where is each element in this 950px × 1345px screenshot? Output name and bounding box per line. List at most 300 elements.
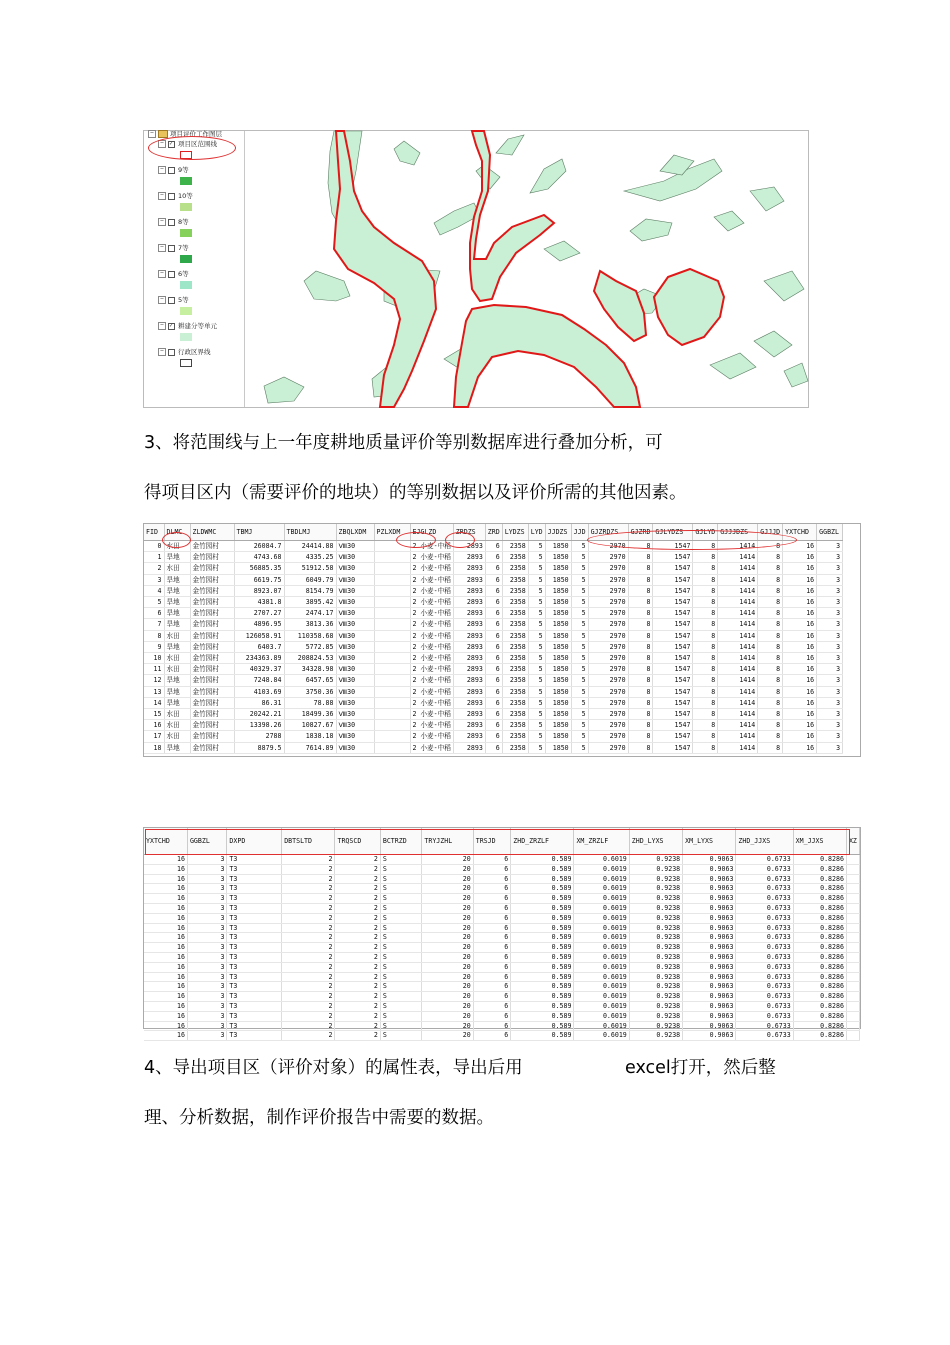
table-row[interactable] <box>144 731 843 742</box>
column-header[interactable]: TRQSCD <box>335 828 380 855</box>
table-cell: 6 <box>485 630 502 641</box>
column-header[interactable]: ZRDZS <box>453 524 485 541</box>
table-cell: 旱地 <box>164 742 190 753</box>
table-row[interactable] <box>144 972 860 982</box>
table-cell: 110358.68 <box>284 630 336 641</box>
table-cell: 7248.84 <box>234 675 284 686</box>
table-cell: 金竹园村 <box>190 619 234 630</box>
table-cell: 2 小麦-中稻 <box>410 675 453 686</box>
table-cell: 3 <box>817 731 843 742</box>
project-area-layer <box>334 131 724 407</box>
layer-visibility-checkbox[interactable] <box>168 193 175 200</box>
column-header[interactable]: JJDZS <box>545 524 571 541</box>
table-cell: 3 <box>817 563 843 574</box>
table-cell <box>846 923 859 933</box>
layer-visibility-checkbox[interactable] <box>168 271 175 278</box>
toc-layer-row[interactable] <box>158 191 193 201</box>
table-cell: 1414 <box>718 664 758 675</box>
table-row[interactable] <box>144 903 860 913</box>
table-cell: 8 <box>758 742 783 753</box>
layer-visibility-checkbox[interactable] <box>168 245 175 252</box>
table-cell: 金竹园村 <box>190 664 234 675</box>
column-header[interactable]: GGBZL <box>817 524 843 541</box>
table-cell: 6 <box>485 675 502 686</box>
table-cell: 8 <box>628 630 653 641</box>
table-row[interactable] <box>144 933 860 943</box>
table-cell: 0.589 <box>511 903 574 913</box>
table-cell: 2893 <box>453 697 485 708</box>
column-header[interactable]: BCTRZD <box>380 828 422 855</box>
table-cell: 6 <box>485 686 502 697</box>
collapse-icon[interactable]: − <box>159 140 165 146</box>
column-header[interactable]: GJZRD <box>628 524 653 541</box>
table-cell <box>374 619 410 630</box>
table-cell: 2 <box>335 1001 380 1011</box>
table-cell: 0.8286 <box>793 855 846 865</box>
table-row[interactable] <box>144 664 843 675</box>
parcel <box>750 187 784 211</box>
layer-table-of-contents <box>144 131 245 407</box>
layer-visibility-checkbox[interactable] <box>168 297 175 304</box>
table-cell: 2893 <box>453 608 485 619</box>
table-cell: 8879.5 <box>234 742 284 753</box>
layer-label: 9等 <box>178 166 189 174</box>
table-row[interactable] <box>144 563 843 574</box>
table-cell: 2 <box>335 1031 380 1041</box>
table-cell: 16 <box>783 709 817 720</box>
table-cell: 8 <box>693 653 718 664</box>
table-cell: 金竹园村 <box>190 552 234 563</box>
paragraph-3-line-1: 3、将范围线与上一年度耕地质量评价等别数据库进行叠加分析，可 <box>144 433 663 453</box>
table-cell: 1547 <box>653 630 693 641</box>
table-cell: 0.9238 <box>629 923 682 933</box>
table-cell: 0.6733 <box>736 1021 793 1031</box>
table-cell: 2 小麦-中稻 <box>410 720 453 731</box>
table-cell: 8 <box>758 608 783 619</box>
layer-visibility-checkbox[interactable]: ✓ <box>169 322 174 329</box>
toc-layer-row[interactable] <box>158 139 217 149</box>
table-cell: 6 <box>473 962 511 972</box>
column-header[interactable]: DBTSLTD <box>282 828 335 855</box>
table-cell: 2 <box>335 923 380 933</box>
table-cell: 1547 <box>653 608 693 619</box>
column-header[interactable]: GJJJD <box>758 524 783 541</box>
column-header[interactable]: EJGLZD <box>410 524 453 541</box>
table-cell: 8 <box>628 675 653 686</box>
table-row[interactable] <box>144 585 843 596</box>
table-cell: 2 <box>335 874 380 884</box>
paragraph-3-line-2: 得项目区内（需要评价的地块）的等别数据以及评价所需的其他因素。 <box>144 483 687 503</box>
table-cell: 1547 <box>653 574 693 585</box>
column-header[interactable]: TRSJD <box>473 828 511 855</box>
collapse-icon[interactable]: − <box>159 244 165 250</box>
toc-layer-row[interactable] <box>158 347 211 357</box>
table-cell: 0.9238 <box>629 855 682 865</box>
table-cell: 0.589 <box>511 962 574 972</box>
parcel <box>264 377 304 403</box>
column-header[interactable]: GJLYDZS <box>653 524 693 541</box>
table-cell: 5 <box>571 597 588 608</box>
table-cell: 5 <box>528 630 545 641</box>
table-cell: 3 <box>187 1021 226 1031</box>
layer-visibility-checkbox[interactable] <box>168 167 175 174</box>
collapse-icon[interactable]: − <box>159 348 165 354</box>
table-cell: Ⅷ30 <box>336 585 374 596</box>
table-cell: 8 <box>628 742 653 753</box>
table-cell: 1547 <box>653 742 693 753</box>
collapse-icon[interactable]: − <box>159 166 165 172</box>
table-cell: 1414 <box>718 608 758 619</box>
table-cell: 2970 <box>588 709 628 720</box>
table-row[interactable] <box>144 894 860 904</box>
table-cell: 1850 <box>545 709 571 720</box>
table-cell: T3 <box>227 1021 282 1031</box>
collapse-icon[interactable]: − <box>159 270 165 276</box>
table-cell: 2 <box>282 943 335 953</box>
toc-layer-row[interactable] <box>158 295 189 305</box>
table-cell: 2 <box>335 933 380 943</box>
table-cell: 2358 <box>502 552 528 563</box>
table-cell: 3 <box>817 552 843 563</box>
table-cell: 2 <box>335 1011 380 1021</box>
table-cell: Ⅷ30 <box>336 720 374 731</box>
table-row[interactable] <box>144 742 843 753</box>
table-row[interactable] <box>144 574 843 585</box>
table-cell: 6 <box>473 933 511 943</box>
table-cell: 9 <box>144 641 164 652</box>
table-cell: 16 <box>144 864 187 874</box>
table-cell: 旱地 <box>164 574 190 585</box>
column-header[interactable]: ZBQLXDM <box>336 524 374 541</box>
column-header[interactable]: GJZRDZS <box>588 524 628 541</box>
table-cell: 0.9063 <box>683 923 736 933</box>
column-header[interactable]: XZ <box>846 828 859 855</box>
toc-layer-row[interactable] <box>158 243 189 253</box>
table-cell: S <box>380 874 422 884</box>
table-cell: 16 <box>783 731 817 742</box>
table-cell: 8 <box>758 720 783 731</box>
layer-symbol-swatch <box>180 307 192 315</box>
table-cell: Ⅷ30 <box>336 619 374 630</box>
table-cell: S <box>380 1021 422 1031</box>
table-cell: 2 小麦-中稻 <box>410 630 453 641</box>
column-header[interactable]: PZLXDM <box>374 524 410 541</box>
table-cell <box>846 884 859 894</box>
table-cell: 0.6733 <box>736 884 793 894</box>
table-cell: 86.31 <box>234 697 284 708</box>
table-row[interactable] <box>144 675 843 686</box>
table-cell: 3 <box>187 952 226 962</box>
table-row[interactable] <box>144 855 860 865</box>
column-header[interactable]: TRYJZHL <box>422 828 473 855</box>
table-cell: 1850 <box>545 619 571 630</box>
column-header[interactable]: XM_JJXS <box>793 828 846 855</box>
table-cell: 16 <box>144 884 187 894</box>
table-cell: 20 <box>422 972 473 982</box>
table-cell: 20 <box>422 982 473 992</box>
table-cell: 8 <box>758 686 783 697</box>
table-row[interactable] <box>144 552 843 563</box>
table-cell: 1547 <box>653 720 693 731</box>
table-cell: 2970 <box>588 731 628 742</box>
column-header[interactable]: YXTCHD <box>783 524 817 541</box>
column-header[interactable]: JJD <box>571 524 588 541</box>
layer-symbol-swatch <box>180 203 192 211</box>
table-cell: T3 <box>227 1031 282 1041</box>
table-row[interactable] <box>144 653 843 664</box>
table-cell: 3813.36 <box>284 619 336 630</box>
table-cell: 2 小麦-中稻 <box>410 619 453 630</box>
layer-visibility-checkbox[interactable] <box>168 349 175 356</box>
table-row[interactable] <box>144 1031 860 1041</box>
table-cell: T3 <box>227 1001 282 1011</box>
table-cell: 16 <box>144 1001 187 1011</box>
table-row[interactable] <box>144 1011 860 1021</box>
table-cell: 4743.68 <box>234 552 284 563</box>
table-cell: 金竹园村 <box>190 686 234 697</box>
table-cell: 2 小麦-中稻 <box>410 541 453 552</box>
table-cell: 2 <box>335 972 380 982</box>
table-cell: 2 <box>282 903 335 913</box>
column-header[interactable]: LYDZS <box>502 524 528 541</box>
table-cell: 2358 <box>502 585 528 596</box>
table-cell: 0.589 <box>511 982 574 992</box>
table-cell: 1850 <box>545 630 571 641</box>
table-cell: 8 <box>693 563 718 574</box>
table-row[interactable] <box>144 874 860 884</box>
table-row[interactable] <box>144 597 843 608</box>
table-cell: 水田 <box>164 653 190 664</box>
toc-layer-row[interactable] <box>158 321 217 331</box>
column-header[interactable]: GJLYD <box>693 524 718 541</box>
table-cell: S <box>380 903 422 913</box>
column-header[interactable]: GJJJDZS <box>718 524 758 541</box>
table-cell: 5 <box>528 641 545 652</box>
table-cell: T3 <box>227 884 282 894</box>
column-header[interactable]: DLMC <box>164 524 190 541</box>
table-cell: 8 <box>693 709 718 720</box>
table-cell: 2358 <box>502 731 528 742</box>
collapse-icon[interactable]: − <box>159 218 165 224</box>
table-cell: 0.9238 <box>629 962 682 972</box>
table-row[interactable] <box>144 864 860 874</box>
table-cell: 0.6733 <box>736 972 793 982</box>
table-cell: 0.6019 <box>574 962 629 972</box>
table-cell: 3 <box>817 686 843 697</box>
column-header[interactable]: TBDLMJ <box>284 524 336 541</box>
table-cell: 旱地 <box>164 619 190 630</box>
parcel <box>544 241 580 261</box>
table-cell: 20 <box>422 1021 473 1031</box>
table-cell: T3 <box>227 982 282 992</box>
table-cell: 金竹园村 <box>190 585 234 596</box>
table-cell: 5772.85 <box>284 641 336 652</box>
table-cell <box>846 913 859 923</box>
table-cell: 3 <box>187 1011 226 1021</box>
table-cell: 5 <box>528 585 545 596</box>
table-cell: 0.9063 <box>683 884 736 894</box>
table-row[interactable] <box>144 697 843 708</box>
table-cell <box>374 552 410 563</box>
table-row[interactable] <box>144 641 843 652</box>
column-header[interactable]: LYD <box>528 524 545 541</box>
table-row[interactable] <box>144 962 860 972</box>
table-cell: 5 <box>571 563 588 574</box>
table-cell: 6 <box>473 943 511 953</box>
table-cell: 8923.07 <box>234 585 284 596</box>
table-cell: 16 <box>783 574 817 585</box>
table-cell: 0.8286 <box>793 1031 846 1041</box>
table-cell: 1850 <box>545 608 571 619</box>
parcel <box>754 331 792 357</box>
table-cell: 8 <box>144 630 164 641</box>
column-header[interactable]: ZHD_JJXS <box>736 828 793 855</box>
table-cell: 6 <box>473 913 511 923</box>
table-cell: 8 <box>628 597 653 608</box>
layer-symbol-swatch <box>180 177 192 185</box>
table-cell: 16 <box>144 913 187 923</box>
toc-layer-row[interactable] <box>158 217 189 227</box>
table-cell: 金竹园村 <box>190 731 234 742</box>
table-cell: 1414 <box>718 585 758 596</box>
table-row[interactable] <box>144 923 860 933</box>
table-cell: 16 <box>144 962 187 972</box>
table-row[interactable] <box>144 982 860 992</box>
folder-icon <box>158 130 168 138</box>
table-cell: 0.589 <box>511 923 574 933</box>
table-cell: 1850 <box>545 641 571 652</box>
table-row[interactable] <box>144 1021 860 1031</box>
table-cell: 2 <box>335 962 380 972</box>
table-cell: 16 <box>144 923 187 933</box>
table-cell: 0.589 <box>511 933 574 943</box>
table-cell: 20 <box>422 864 473 874</box>
table-cell: 0.9063 <box>683 864 736 874</box>
table-cell: 3 <box>817 619 843 630</box>
table-cell: 0.589 <box>511 864 574 874</box>
table-cell: 2 <box>335 943 380 953</box>
attribute-table-2 <box>143 827 861 1040</box>
table-row[interactable] <box>144 943 860 953</box>
table-row[interactable] <box>144 720 843 731</box>
table-cell: 0.8286 <box>793 952 846 962</box>
column-header[interactable]: YXTCHD <box>144 828 187 855</box>
table-cell: 8 <box>693 675 718 686</box>
table-cell: 8 <box>693 731 718 742</box>
table-cell: 8 <box>693 697 718 708</box>
table-cell: 2358 <box>502 574 528 585</box>
table-cell: 3 <box>817 709 843 720</box>
table-cell: 6 <box>473 923 511 933</box>
table-cell <box>374 574 410 585</box>
table-row[interactable] <box>144 630 843 641</box>
table-cell: 1414 <box>718 630 758 641</box>
table-cell: 2 <box>335 884 380 894</box>
paragraph-4-line-1b: excel打开，然后整 <box>625 1058 776 1078</box>
table-cell <box>374 608 410 619</box>
table-cell <box>374 653 410 664</box>
table-cell: 金竹园村 <box>190 641 234 652</box>
column-header[interactable]: ZHD_ZRZLF <box>511 828 574 855</box>
column-header[interactable]: XM_ZRZLF <box>574 828 629 855</box>
parcel <box>764 271 804 301</box>
table-cell: 8 <box>758 563 783 574</box>
layer-visibility-checkbox[interactable]: ✓ <box>169 140 174 147</box>
table-cell: 3 <box>144 574 164 585</box>
table-cell: 14 <box>144 697 164 708</box>
layer-label: 7等 <box>178 244 189 252</box>
table-cell: 6 <box>473 864 511 874</box>
table-cell: 16 <box>783 720 817 731</box>
table-cell: 15 <box>144 709 164 720</box>
table-cell: 0.6733 <box>736 943 793 953</box>
table-row[interactable] <box>144 952 860 962</box>
column-header[interactable]: GGBZL <box>187 828 226 855</box>
table-cell: 2 <box>282 864 335 874</box>
collapse-icon[interactable]: − <box>159 296 165 302</box>
table-cell <box>846 952 859 962</box>
column-header[interactable]: ZLDWMC <box>190 524 234 541</box>
toc-layer-row[interactable] <box>158 269 189 279</box>
table-cell: 0.589 <box>511 913 574 923</box>
column-header[interactable]: ZHD_LYXS <box>629 828 682 855</box>
table-cell: 8 <box>693 574 718 585</box>
table-cell: 6 <box>473 982 511 992</box>
table-cell: 0.9238 <box>629 972 682 982</box>
table-cell: Ⅷ30 <box>336 731 374 742</box>
toc-layer-row[interactable] <box>158 165 189 175</box>
table-cell: 2 <box>335 864 380 874</box>
table-row[interactable] <box>144 619 843 630</box>
table-cell: 金竹园村 <box>190 597 234 608</box>
layer-label: 6等 <box>178 270 189 278</box>
table-cell: 8 <box>693 641 718 652</box>
table-row[interactable] <box>144 913 860 923</box>
table-cell: 8 <box>693 630 718 641</box>
table-cell: 0.6019 <box>574 903 629 913</box>
layer-visibility-checkbox[interactable] <box>168 219 175 226</box>
column-header[interactable]: DXPD <box>227 828 282 855</box>
table-cell: 3 <box>187 884 226 894</box>
table-row[interactable] <box>144 686 843 697</box>
table-cell: 8 <box>693 720 718 731</box>
table-row[interactable] <box>144 1001 860 1011</box>
table-cell: 1850 <box>545 574 571 585</box>
column-header[interactable]: XM_LYXS <box>683 828 736 855</box>
table-cell: 5 <box>571 664 588 675</box>
table-row[interactable] <box>144 541 843 552</box>
table-row[interactable] <box>144 992 860 1002</box>
table-row[interactable] <box>144 608 843 619</box>
table-cell: 6 <box>485 585 502 596</box>
table-cell: 1850 <box>545 597 571 608</box>
table-row[interactable] <box>144 884 860 894</box>
table-cell: 208824.53 <box>284 653 336 664</box>
column-header[interactable]: ZRD <box>485 524 502 541</box>
table-cell: 0.589 <box>511 1031 574 1041</box>
table-cell: 6049.79 <box>284 574 336 585</box>
column-header[interactable]: FID <box>144 524 164 541</box>
collapse-icon[interactable]: − <box>159 192 165 198</box>
table-cell: 3 <box>187 874 226 884</box>
table-cell: 2893 <box>453 709 485 720</box>
column-header[interactable]: TBMJ <box>234 524 284 541</box>
table-cell: S <box>380 923 422 933</box>
table-row[interactable] <box>144 709 843 720</box>
layer-symbol-swatch <box>180 255 192 263</box>
collapse-icon[interactable]: − <box>159 322 165 328</box>
table-cell: 8 <box>693 664 718 675</box>
